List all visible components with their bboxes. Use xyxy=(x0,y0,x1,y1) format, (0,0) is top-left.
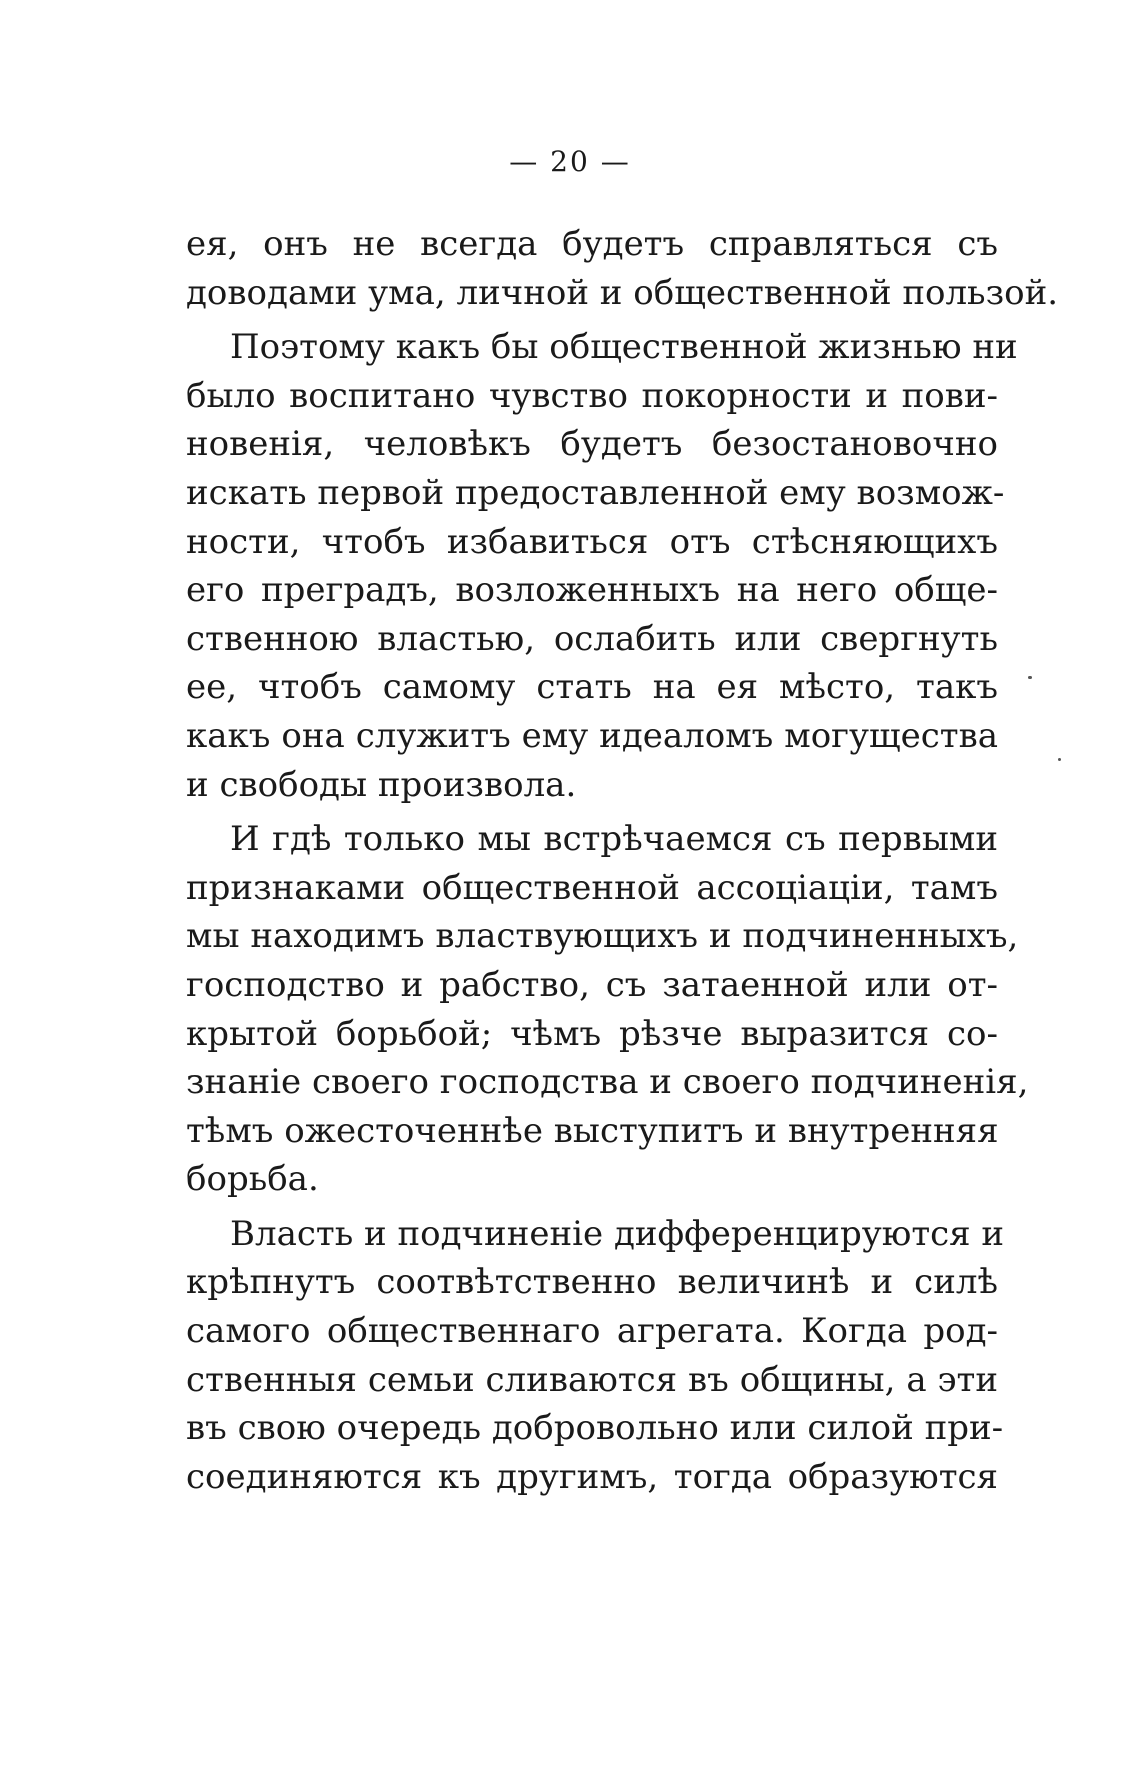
text-line: И гдѣ только мы встрѣчаемся съ первыми xyxy=(230,819,998,860)
text-line: новенія, человѣкъ будетъ безостановочно xyxy=(186,424,998,465)
text-line: крѣпнутъ соотвѣтственно величинѣ и силѣ xyxy=(186,1262,998,1303)
paragraph-1 xyxy=(186,220,1059,317)
body-text xyxy=(186,220,1059,1507)
text-line: ственною властью, ослабить или свергнуть xyxy=(186,618,998,659)
text-line: Поэтому какъ бы общественной жизнью ни xyxy=(230,327,1018,368)
text-line: господство и рабство, съ затаенной или от- xyxy=(186,964,998,1005)
text-line: соединяются къ другимъ, тогда образуются xyxy=(186,1456,998,1497)
text-line: знаніе своего господства и своего подчиненія, xyxy=(186,1062,1029,1103)
text-line: искать первой предоставленной ему возмож- xyxy=(186,472,1005,513)
text-line: доводами ума, личной и общественной пользой. xyxy=(186,272,1059,313)
text-line: признаками общественной ассоціаціи, тамъ xyxy=(186,867,998,908)
text-line: Власть и подчиненіе дифференцируются и xyxy=(230,1213,1005,1254)
paragraph-3 xyxy=(186,815,1029,1204)
print-speck xyxy=(1028,676,1032,679)
text-line: въ свою очередь добровольно или силой при- xyxy=(186,1408,1004,1449)
text-line: было воспитано чувство покорности и пови- xyxy=(186,375,998,416)
paragraph-4 xyxy=(186,1210,1005,1502)
text-line: ея, онъ не всегда будетъ справляться съ xyxy=(186,224,998,264)
text-line: борьба. xyxy=(186,1159,319,1200)
text-line: мы находимъ властвующихъ и подчиненныхъ, xyxy=(186,916,1019,957)
print-speck xyxy=(1058,758,1061,761)
text-line: самого общественнаго агрегата. Когда род- xyxy=(186,1311,998,1352)
text-line: какъ она служитъ ему идеаломъ могущества xyxy=(186,715,998,756)
text-line: его преградъ, возложенныхъ на него обще- xyxy=(186,570,998,611)
page-number: — 20 — xyxy=(509,145,631,178)
text-line: и свободы произвола. xyxy=(186,764,577,805)
text-line: тѣмъ ожесточеннѣе выступитъ и внутренняя xyxy=(186,1110,999,1151)
text-line: ее, чтобъ самому стать на ея мѣсто, такъ xyxy=(186,667,998,708)
text-line: крытой борьбой; чѣмъ рѣзче выразится со- xyxy=(186,1013,998,1054)
text-line: ственныя семьи сливаются въ общины, а эти xyxy=(186,1359,998,1400)
text-line: ности, чтобъ избавиться отъ стѣсняющихъ xyxy=(186,521,998,562)
paragraph-2 xyxy=(186,323,1018,809)
